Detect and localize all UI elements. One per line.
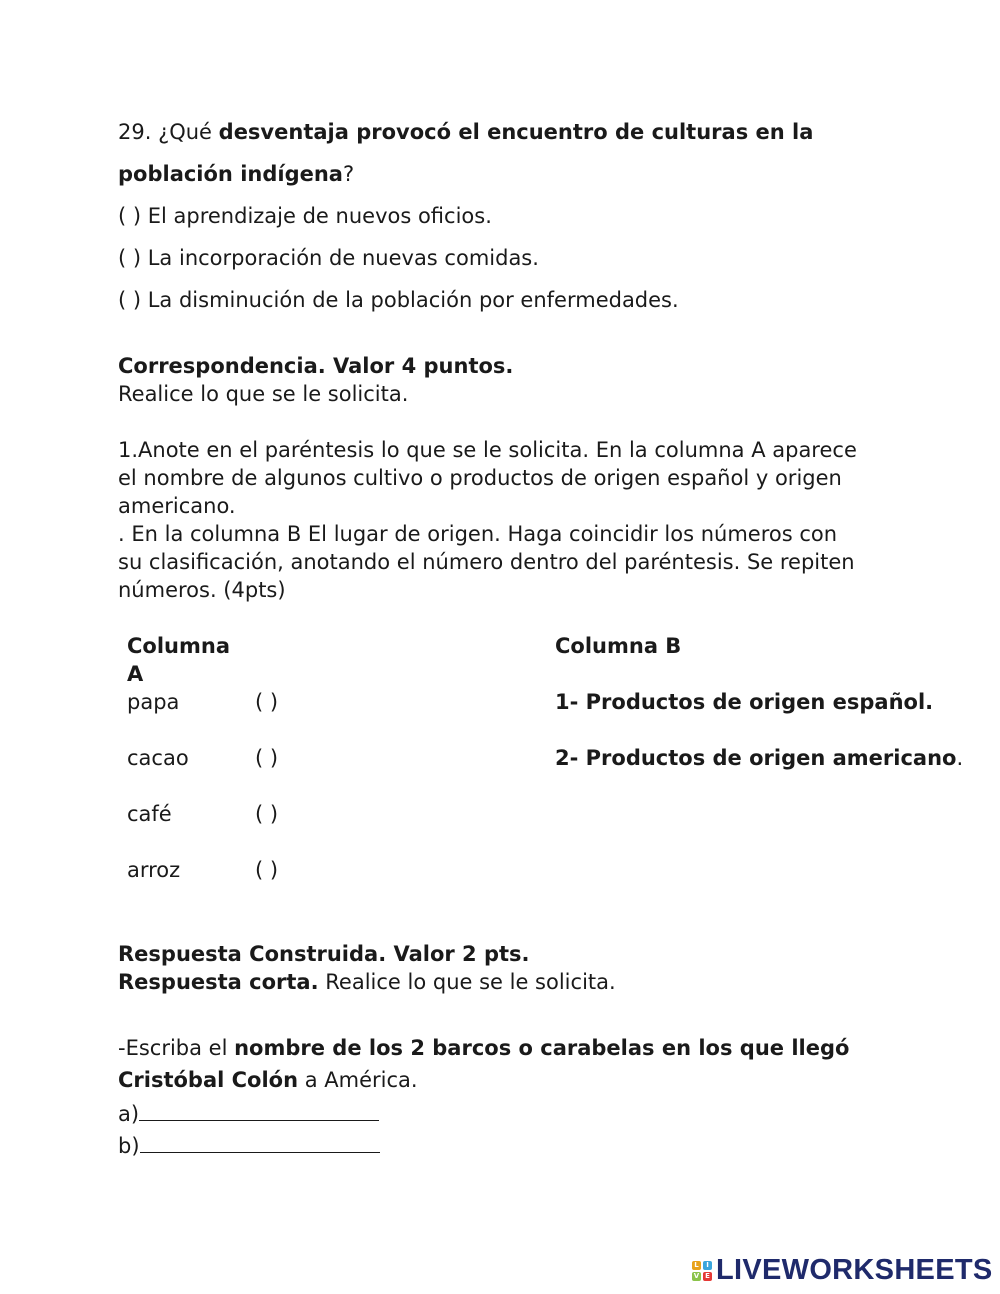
liveworksheets-logo-text: LIVEWORKSHEETS — [716, 1254, 993, 1286]
option-3[interactable]: ( ) La disminución de la población por enfermedades. — [118, 288, 679, 312]
para1-line: 1.Anote en el paréntesis lo que se le solicita. En la columna A aparece — [118, 438, 857, 462]
correspondencia-heading: Correspondencia. Valor 4 puntos. — [118, 354, 514, 378]
respuesta-question-line1: -Escriba el nombre de los 2 barcos o carabelas en los que llegó — [118, 1036, 850, 1060]
question-29-line2: población indígena? — [118, 162, 355, 186]
para1-line: el nombre de algunos cultivo o productos de origen español y origen — [118, 466, 842, 490]
column-a-label-2: A — [127, 662, 144, 686]
respuesta-question-line2: Cristóbal Colón a América. — [118, 1068, 418, 1092]
column-b-label: Columna B — [555, 634, 682, 658]
correspondencia-instruction: Realice lo que se le solicita. — [118, 382, 409, 406]
answer-paren-arroz[interactable]: ( ) — [255, 858, 279, 882]
liveworksheets-logo — [692, 1254, 993, 1287]
answer-line-b[interactable] — [140, 1132, 380, 1153]
option-2[interactable]: ( ) La incorporación de nuevas comidas. — [118, 246, 539, 270]
para2-line: . En la columna B El lugar de origen. Haga coincidir los números con — [118, 522, 838, 546]
para1-line: americano. — [118, 494, 236, 518]
item-cacao: cacao — [127, 746, 189, 770]
column-a-label: Columna — [127, 634, 230, 658]
answer-line-a[interactable] — [139, 1100, 379, 1121]
para2-line: números. (4pts) — [118, 578, 286, 602]
answer-blank-b[interactable]: b) — [118, 1132, 380, 1158]
question-29-bold: desventaja provocó el encuentro de culturas en la — [218, 120, 814, 144]
answer-paren-cafe[interactable]: ( ) — [255, 802, 279, 826]
answer-blank-a[interactable]: a) — [118, 1100, 379, 1126]
item-cafe: café — [127, 802, 172, 826]
option-1[interactable]: ( ) El aprendizaje de nuevos oficios. — [118, 204, 492, 228]
question-29-line1: 29. ¿Qué desventaja provocó el encuentro de culturas en la — [118, 120, 814, 144]
item-arroz: arroz — [127, 858, 181, 882]
respuesta-heading: Respuesta Construida. Valor 2 pts. — [118, 942, 530, 966]
column-b-item-1: 1- Productos de origen español. — [555, 690, 934, 714]
item-papa: papa — [127, 690, 180, 714]
column-b-item-2: 2- Productos de origen americano. — [555, 746, 964, 770]
liveworksheets-logo-icon: L I V E — [692, 1261, 712, 1281]
answer-paren-papa[interactable]: ( ) — [255, 690, 279, 714]
respuesta-subheading: Respuesta corta. Realice lo que se le solicita. — [118, 970, 616, 994]
answer-paren-cacao[interactable]: ( ) — [255, 746, 279, 770]
para2-line: su clasificación, anotando el número dentro del paréntesis. Se repiten — [118, 550, 855, 574]
